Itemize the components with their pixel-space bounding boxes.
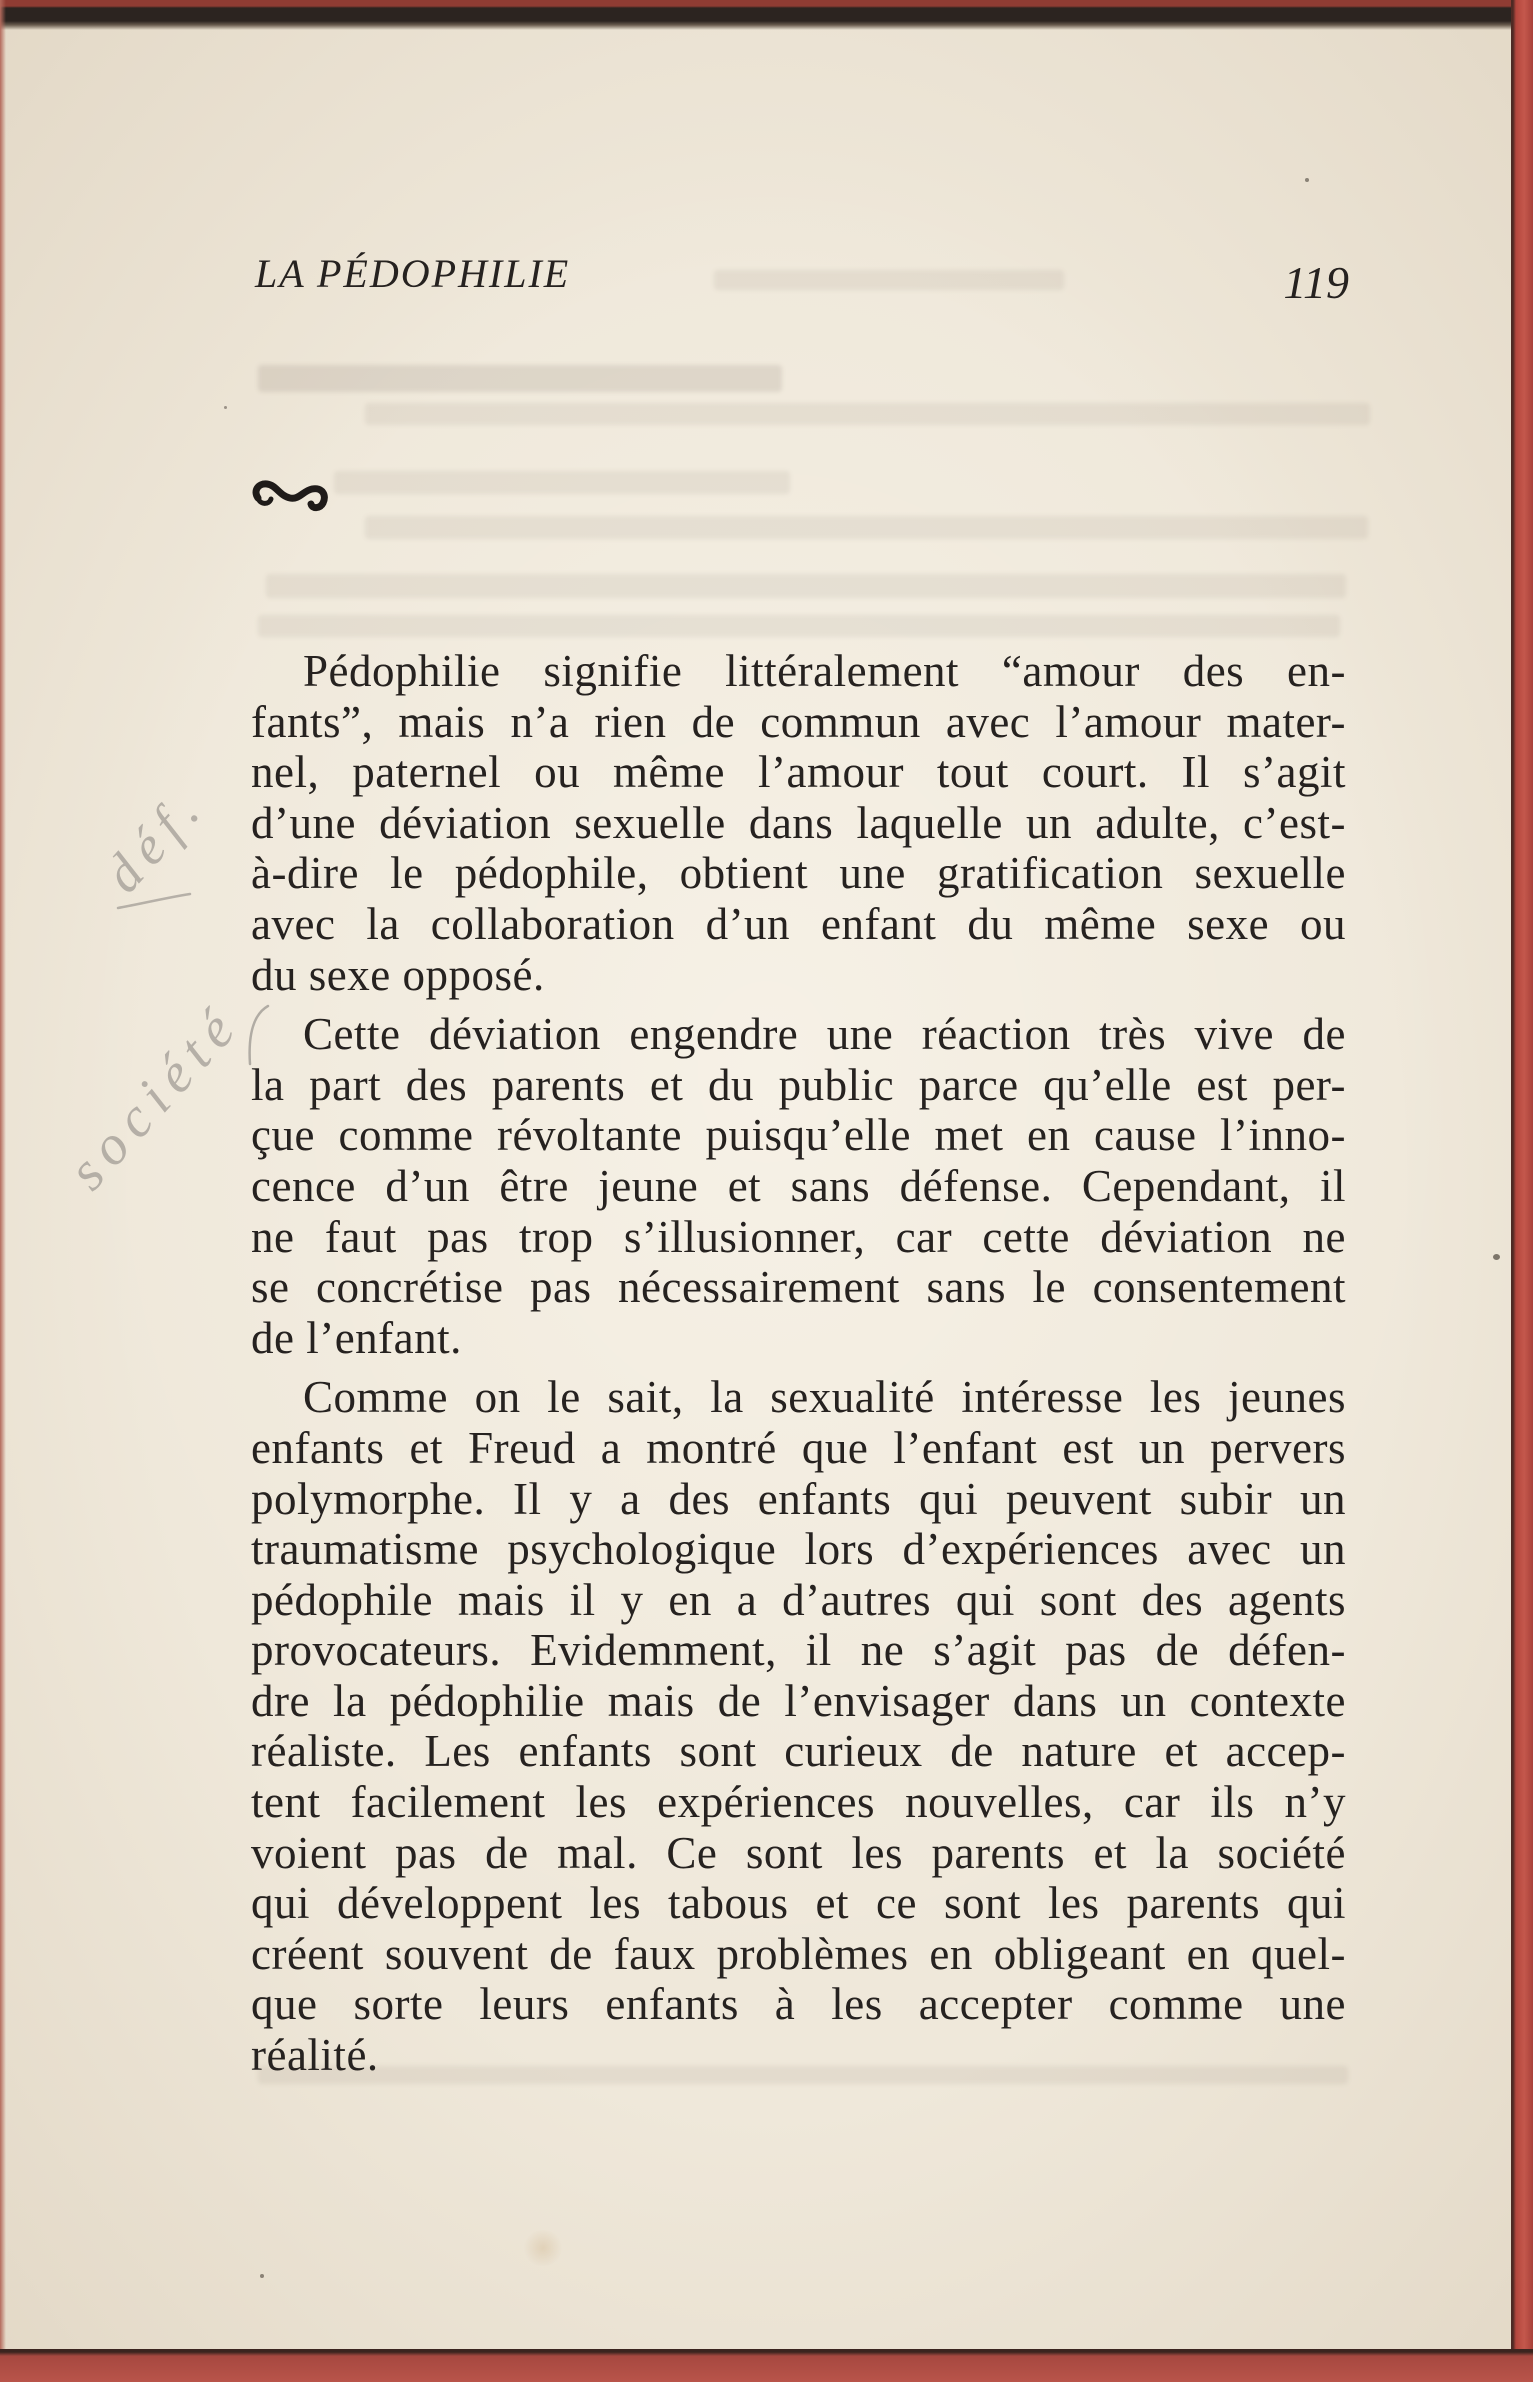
text-line: dre la pédophilie mais de l’envisager dans un contexte (251, 1675, 1346, 1726)
text-line: qui développent les tabous et ce sont les parents qui (251, 1878, 1346, 1929)
text-line: la part des parents et du public parce qu’elle est per- (251, 1059, 1346, 1110)
show-through-ghost-line (365, 403, 1370, 425)
text-line: Comme on le sait, la sexualité intéresse les jeunes (303, 1372, 1346, 1423)
text-line: se concrétise pas nécessairement sans le consentement (251, 1262, 1346, 1313)
paper-speck (1493, 1254, 1500, 1260)
paragraph (251, 1009, 1346, 1363)
show-through-ghost-line (258, 365, 782, 392)
text-line: avec la collaboration d’un enfant du même sexe ou (251, 898, 1346, 949)
text-line: pédophile mais il y en a d’autres qui sont des agents (251, 1574, 1346, 1625)
text-line: que sorte leurs enfants à les accepter comme une (251, 1979, 1346, 2030)
show-through-ghost-line (258, 615, 1340, 637)
page-top-edge (0, 0, 1533, 30)
text-line: provocateurs. Evidemment, il ne s’agit pas de défen- (251, 1625, 1346, 1676)
text-line: polymorphe. Il y a des enfants qui peuvent subir un (251, 1473, 1346, 1524)
text-line: tent facilement les expériences nouvelles, car ils n’y (251, 1777, 1346, 1828)
show-through-ghost-line (266, 574, 1346, 598)
text-line: fants”, mais n’a rien de commun avec l’amour mater- (251, 696, 1346, 747)
show-through-ghost-line (365, 516, 1368, 539)
pencil-bracket-mark (236, 1000, 276, 1072)
paper-speck (224, 406, 227, 409)
pencil-bracket-stroke (250, 1006, 268, 1064)
body-text (251, 646, 1346, 2081)
fleuron-icon (250, 474, 330, 516)
text-line: traumatisme psychologique lors d’expériences avec un (251, 1524, 1346, 1575)
margin-note-society: société (56, 992, 254, 1202)
show-through-ghost-line (714, 270, 1064, 290)
text-line: réaliste. Les enfants sont curieux de nature et accep- (251, 1726, 1346, 1777)
text-line: Cette déviation engendre une réaction très vive de (303, 1009, 1346, 1060)
text-line: enfants et Freud a montré que l’enfant est un pervers (251, 1422, 1346, 1473)
margin-note-definition: déf. (92, 774, 218, 904)
paper-stain (522, 2230, 564, 2266)
text-line: Pédophilie signifie littéralement “amour des en- (303, 646, 1346, 696)
text-line: ne faut pas trop s’illusionner, car cette déviation ne (251, 1211, 1346, 1262)
fleuron-icon-loop (258, 498, 271, 503)
pencil-arrow-mark (110, 880, 200, 920)
text-line: nel, paternel ou même l’amour tout court. Il s’agit (251, 747, 1346, 798)
paragraph (251, 1372, 1346, 2080)
paper-speck (1305, 178, 1309, 182)
running-head: LA PÉDOPHILIE (255, 251, 571, 296)
text-line: d’une déviation sexuelle dans laquelle un adulte, c’est- (251, 797, 1346, 848)
paper-speck (260, 2274, 264, 2278)
show-through-ghost-line (334, 471, 790, 494)
text-line: çue comme révoltante puisqu’elle met en cause l’inno- (251, 1110, 1346, 1161)
text-line: de l’enfant. (251, 1312, 462, 1363)
text-line: voient pas de mal. Ce sont les parents et la société (251, 1827, 1346, 1878)
text-line: à-dire le pédophile, obtient une gratification sexuelle (251, 848, 1346, 899)
page-number: 119 (1283, 257, 1349, 308)
text-line: cence d’un être jeune et sans défense. Cependant, il (251, 1160, 1346, 1211)
text-line: du sexe opposé. (251, 949, 545, 1000)
paragraph (251, 646, 1346, 1000)
page-left-edge (0, 0, 6, 2382)
text-line: créent souvent de faux problèmes en obligeant en quel- (251, 1928, 1346, 1979)
text-line: réalité. (251, 2030, 379, 2081)
page-bottom-edge (0, 2349, 1533, 2382)
page-right-edge (1511, 0, 1533, 2382)
pencil-arrow-stroke (118, 894, 190, 908)
